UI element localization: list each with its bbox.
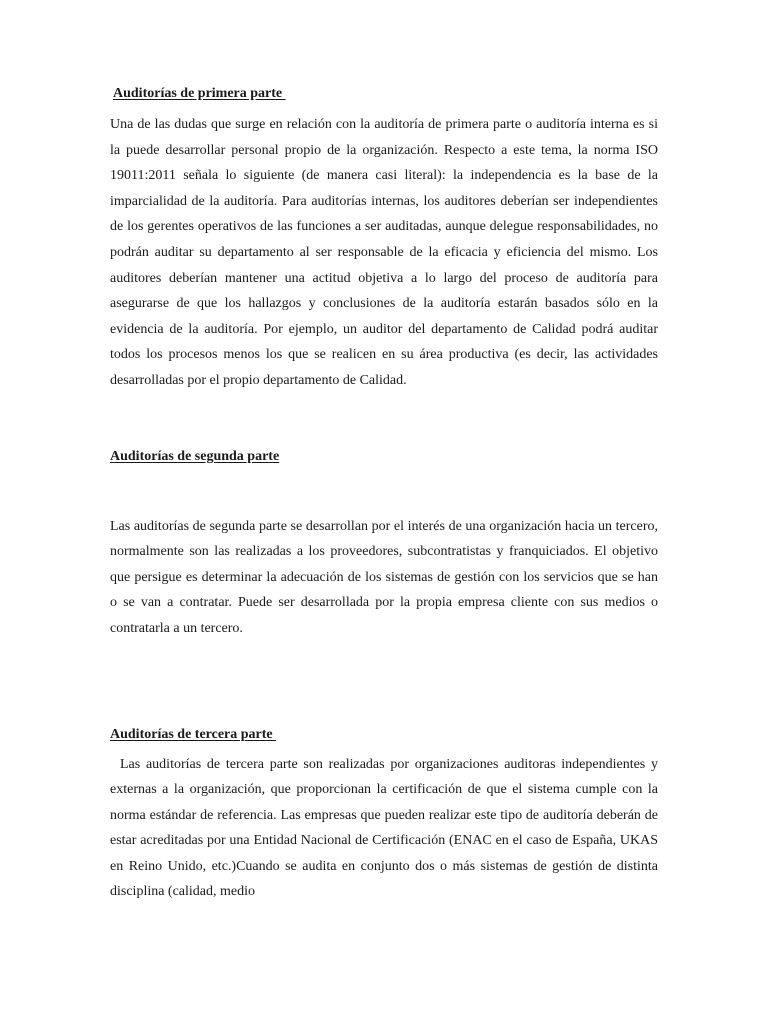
section-paragraph-segunda-parte: Las auditorías de segunda parte se desarrollan por el interés de una organización hacia un tercero, normalmente son las realizadas a los proveedores, subcontratistas y franquiciados. El objetivo que persigue es determinar la adecuación de los sistemas de gestión con los servicios que se han o se van a contratar. Puede ser desarrollada por la propia empresa cliente con sus medios o contratarla a un tercero. (110, 518, 658, 636)
section-heading-tercera-parte: Auditorías de tercera parte (110, 726, 277, 742)
section-heading-segunda-parte: Auditorías de segunda parte (110, 448, 280, 464)
section-heading-primera-parte: Auditorías de primera parte (113, 86, 286, 101)
document-page (110, 84, 658, 905)
section-paragraph-tercera-parte: Las auditorías de tercera parte son realizadas por organizaciones auditoras independientes y externas a la organización, que proporcionan la certificación de que el sistema cumple con la norma estándar de referencia. Las empresas que pueden realizar este tipo de auditoría deberán de estar acreditadas por una Entidad Nacional de Certificación (ENAC en el caso de España, UKAS en Reino Unido, etc.)Cuando se audita en conjunto dos o más sistemas de gestión de distinta disciplina (calidad, medio (110, 756, 658, 900)
section-paragraph-primera-parte: Una de las dudas que surge en relación con la auditoría de primera parte o auditoría interna es si la puede desarrollar personal propio de la organización. Respecto a este tema, la norma ISO 19011:2011 señala lo siguiente (de manera casi literal): la independencia es la base de la imparcialidad de la auditoría. Para auditorías internas, los auditores deberían ser independientes de los gerentes operativos de las funciones a ser auditadas, aunque delegue responsabilidades, no podrán auditar su departamento al ser responsable de la eficacia y eficiencia del mismo. Los auditores deberían mantener una actitud objetiva a lo largo del proceso de auditoría para asegurarse de que los hallazgos y conclusiones de la auditoría estarán basados sólo en la evidencia de la auditoría. Por ejemplo, un auditor del departamento de Calidad podrá auditar todos los procesos menos los que se realicen en su área productiva (es decir, las actividades desarrolladas por el propio departamento de Calidad. (110, 117, 658, 388)
